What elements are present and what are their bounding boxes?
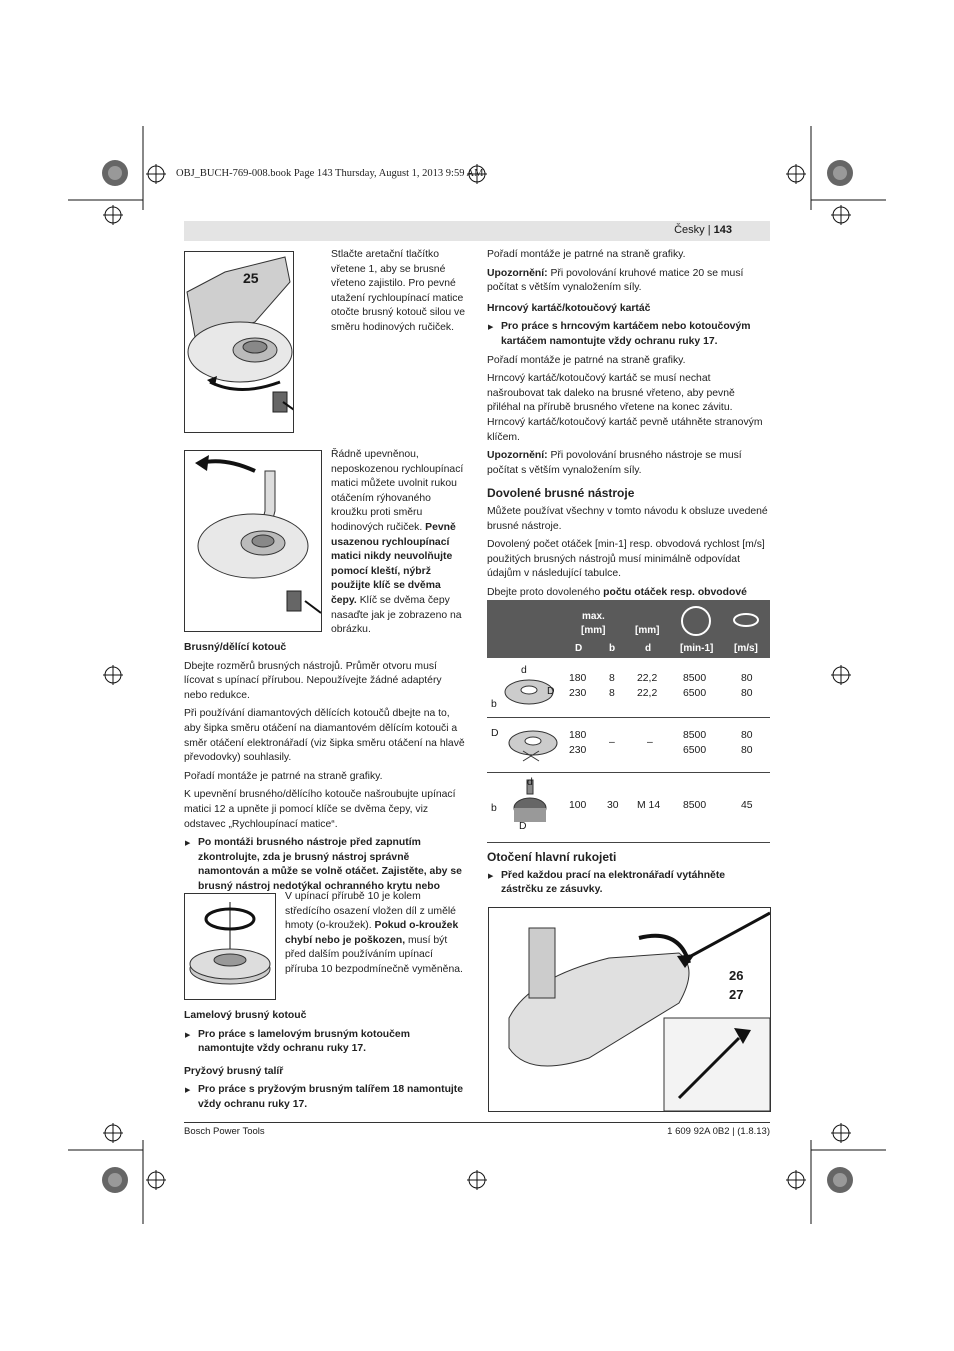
figure-rotate-handle [488,907,771,1112]
right-p1: Pořadí montáže je patrné na straně grafiky. [487,249,686,260]
fig2-text-c: Klíč se dvěma čepy nasaďte jak je zobrazeno na obrázku. [331,594,462,636]
table-row [487,717,770,773]
table-row [487,772,770,843]
note1-label: Upozornění: [487,267,548,279]
fig2-text-a: Řádně upevněnou, neposkozenou rychloupínací matici můžete uvolnit rukou otáčením rýhovaného kroužku proti směru hodinových ručiček. [331,449,464,533]
row2-b: – [609,737,615,748]
fig3-text-b: Pokud o-kroužek chybí nebo je poškozen, [285,920,459,946]
head-mm2: [mm] [635,625,660,636]
sec4-bullet: ▶ Pro práce s hrncovým kartáčem nebo kotoučovým kartáčem namontujte vždy ochranu ruky 17. [487,320,770,349]
fig3-text-a: V upínací přírubě 10 je kolem středícího osazení vložen díl z umělé hmoty (o-kroužek). [285,891,456,932]
sec5-title: Dovolené brusné nástroje [487,486,635,501]
print-slug: OBJ_BUCH-769-008.book Page 143 Thursday, August 1, 2013 9:59 AM [176,168,484,179]
page-number: 143 [713,224,732,236]
sec1-p1: Dbejte rozměrů brusných nástrojů. Průměr otvoru musí lícovat s upínací přírubou. Nepoužívejte žádné adaptéry nebo redukce. [184,660,442,701]
figure-release-nut [184,450,322,632]
sec5-p3-a: Dbejte proto dovoleného [487,586,601,598]
spec-table-header [487,600,770,658]
footer-left: Bosch Power Tools [184,1126,265,1137]
figure-flange-oring [184,893,276,1000]
row3-b: 30 [607,800,619,811]
left-column-lower [184,1009,466,1117]
sec4-p2: Hrncový kartáč/kotoučový kartáč se musí nechat našroubovat tak daleko na brusné vřeteno, aby pevně přiléhal na přírubě brusného vřetene na konec závitu. Hrncový kartáč/kotoučový kartáč pevně utáhněte stranovým klíčem. [487,373,763,443]
row1-d: 22,2 22,2 [637,673,658,699]
sec5-p3-b: počtu otáček resp. obvodové [603,586,747,598]
sec5-p1: Můžete používat všechny v tomto návodu k obsluze uvedené brusné nástroje. [487,505,768,532]
sec1-p2: Při používání diamantových dělících kotoučů dbejte na to, aby šipka směru otáčení na diamantovém dělícím kotouči a směr otáčení elektronářadí (viz šipka směru otáčení na hlavě převodovky) souhlasily. [184,708,465,764]
flange-oring-illustration [185,894,275,999]
page-header [674,224,732,236]
row3-D: 100 [569,800,587,811]
row1-ms: 80 80 [741,673,753,699]
row3-d: M 14 [637,800,661,811]
row1-b: 8 8 [609,673,615,699]
row1-rpm: 8500 6500 [683,673,707,699]
fig2-text [331,448,467,638]
sec6-bullet: ▶ Před každou prací na elektronářadí vytáhněte zástrčku ze zásuvky. [487,869,770,898]
row1-label-D: D [547,686,555,697]
fig1-text: Stlačte aretační tlačítko vřetene 1, aby se brusné vřeteno zajistilo. Pro pevné utažení rychloupínací matice otočte brusný kotouč silou ve směru hodinových ručiček. [331,249,465,333]
diamond-cutting-disc-icon [501,721,561,771]
sec4-p1: Pořadí montáže je patrné na straně grafiky. [487,354,686,366]
head-col-b: b [609,643,616,654]
sec3-bullet: ▶ Pro práce s pryžovým brusným talířem 18 namontujte vždy ochranu ruky 17. [184,1083,466,1112]
angle-grinder-illustration [489,908,770,1111]
sec5-p2: Dovolený počet otáček [min-1] resp. obvodová rychlost [m/s] použitých brusných nástrojů musí minimálně odpovídat údajům v následující tabulce. [487,539,765,580]
rotation-speed-icon [679,604,713,638]
head-ms: [m/s] [734,643,758,654]
sec3-title: Pryžový brusný talíř [184,1065,284,1077]
table-row [487,658,770,718]
head-col-d: d [645,643,652,654]
peripheral-speed-icon [731,610,761,630]
sec2-bullet: ▶ Pro práce s lamelovým brusným kotoučem namontujte vždy ochranu ruky 17. [184,1028,466,1057]
head-mm1: [mm] [581,625,606,636]
sec1-title: Brusný/dělící kotouč [184,642,287,653]
sec6-title: Otočení hlavní rukojeti [487,850,617,864]
row2-label-D: D [491,728,499,739]
figure-spindle-lock [184,251,294,433]
left-column-body [184,641,466,913]
fig3-text-c: musí být před dalším používáním upínací příruba 10 bezpodmínečně vyměněna. [285,934,463,975]
row2-ms: 80 80 [741,730,753,756]
sec1-p4: K upevnění brusného/dělícího kotouče našroubujte upínací matici 12 a upněte ji pomocí klíče se dvěma čepy, viz odstavec „Rychloupínací matice“. [184,789,456,830]
sec1-p3: Pořadí montáže je patrné na straně grafiky. [184,770,383,782]
row2-D: 180 230 [569,730,587,756]
note2-label: Upozornění: [487,450,548,462]
row2-d: – [647,737,653,748]
row2-rpm: 8500 6500 [683,730,707,756]
note1 [487,267,770,296]
right-column-body [487,248,770,619]
sec1-bullet: ▶ Po montáži brusného nástroje před zapnutím zkontrolujte, zda je brusný nástroj správně namontován a může se volně otáčet. Zajistěte, aby se brusný nástroj nedotýkal ochranného krytu nebo [184,836,466,909]
header-language: Česky [674,224,705,236]
head-rpm: [min-1] [680,643,714,654]
sec4-title: Hrncový kartáč/kotoučový kartáč [487,302,651,314]
fig3-text [285,890,466,978]
row1-label-b: b [491,699,497,710]
sec6 [487,850,770,902]
fig2-text-b: Pevně usazenou rychloupínací matici nikdy neuvolňujte pomocí kleští, nýbrž použijte klíč se dvěma čepy. [331,521,456,606]
grinder-disc-illustration [185,252,293,432]
note1-text: Při povolování kruhové matice 20 se musí počítat s větším vynaložením síly. [487,267,744,294]
row3-rpm: 8500 [683,800,707,811]
row3-label-d: d [527,777,533,788]
sec2-title: Lamelový brusný kotouč [184,1010,307,1021]
row1-label-d: d [521,665,527,676]
row1-D: 180 230 [569,673,587,699]
header-separator: | [707,224,711,236]
callout-26: 26 [729,968,744,983]
note2 [487,449,770,478]
row3-label-b: b [491,803,497,814]
head-max: max. [582,611,605,622]
row3-ms: 45 [741,800,753,811]
head-col-D: D [575,643,583,654]
footer-right: 1 609 92A 0B2 | (1.8.13) [667,1126,770,1137]
note2-text: Při povolování brusného nástroje se musí počítat s větším vynaložením síly. [487,450,742,476]
callout-27: 27 [729,987,744,1002]
two-pin-wrench-illustration [185,451,321,631]
callout-25: 25 [243,270,259,286]
row3-label-D: D [519,821,527,832]
footer-rule [184,1122,770,1123]
